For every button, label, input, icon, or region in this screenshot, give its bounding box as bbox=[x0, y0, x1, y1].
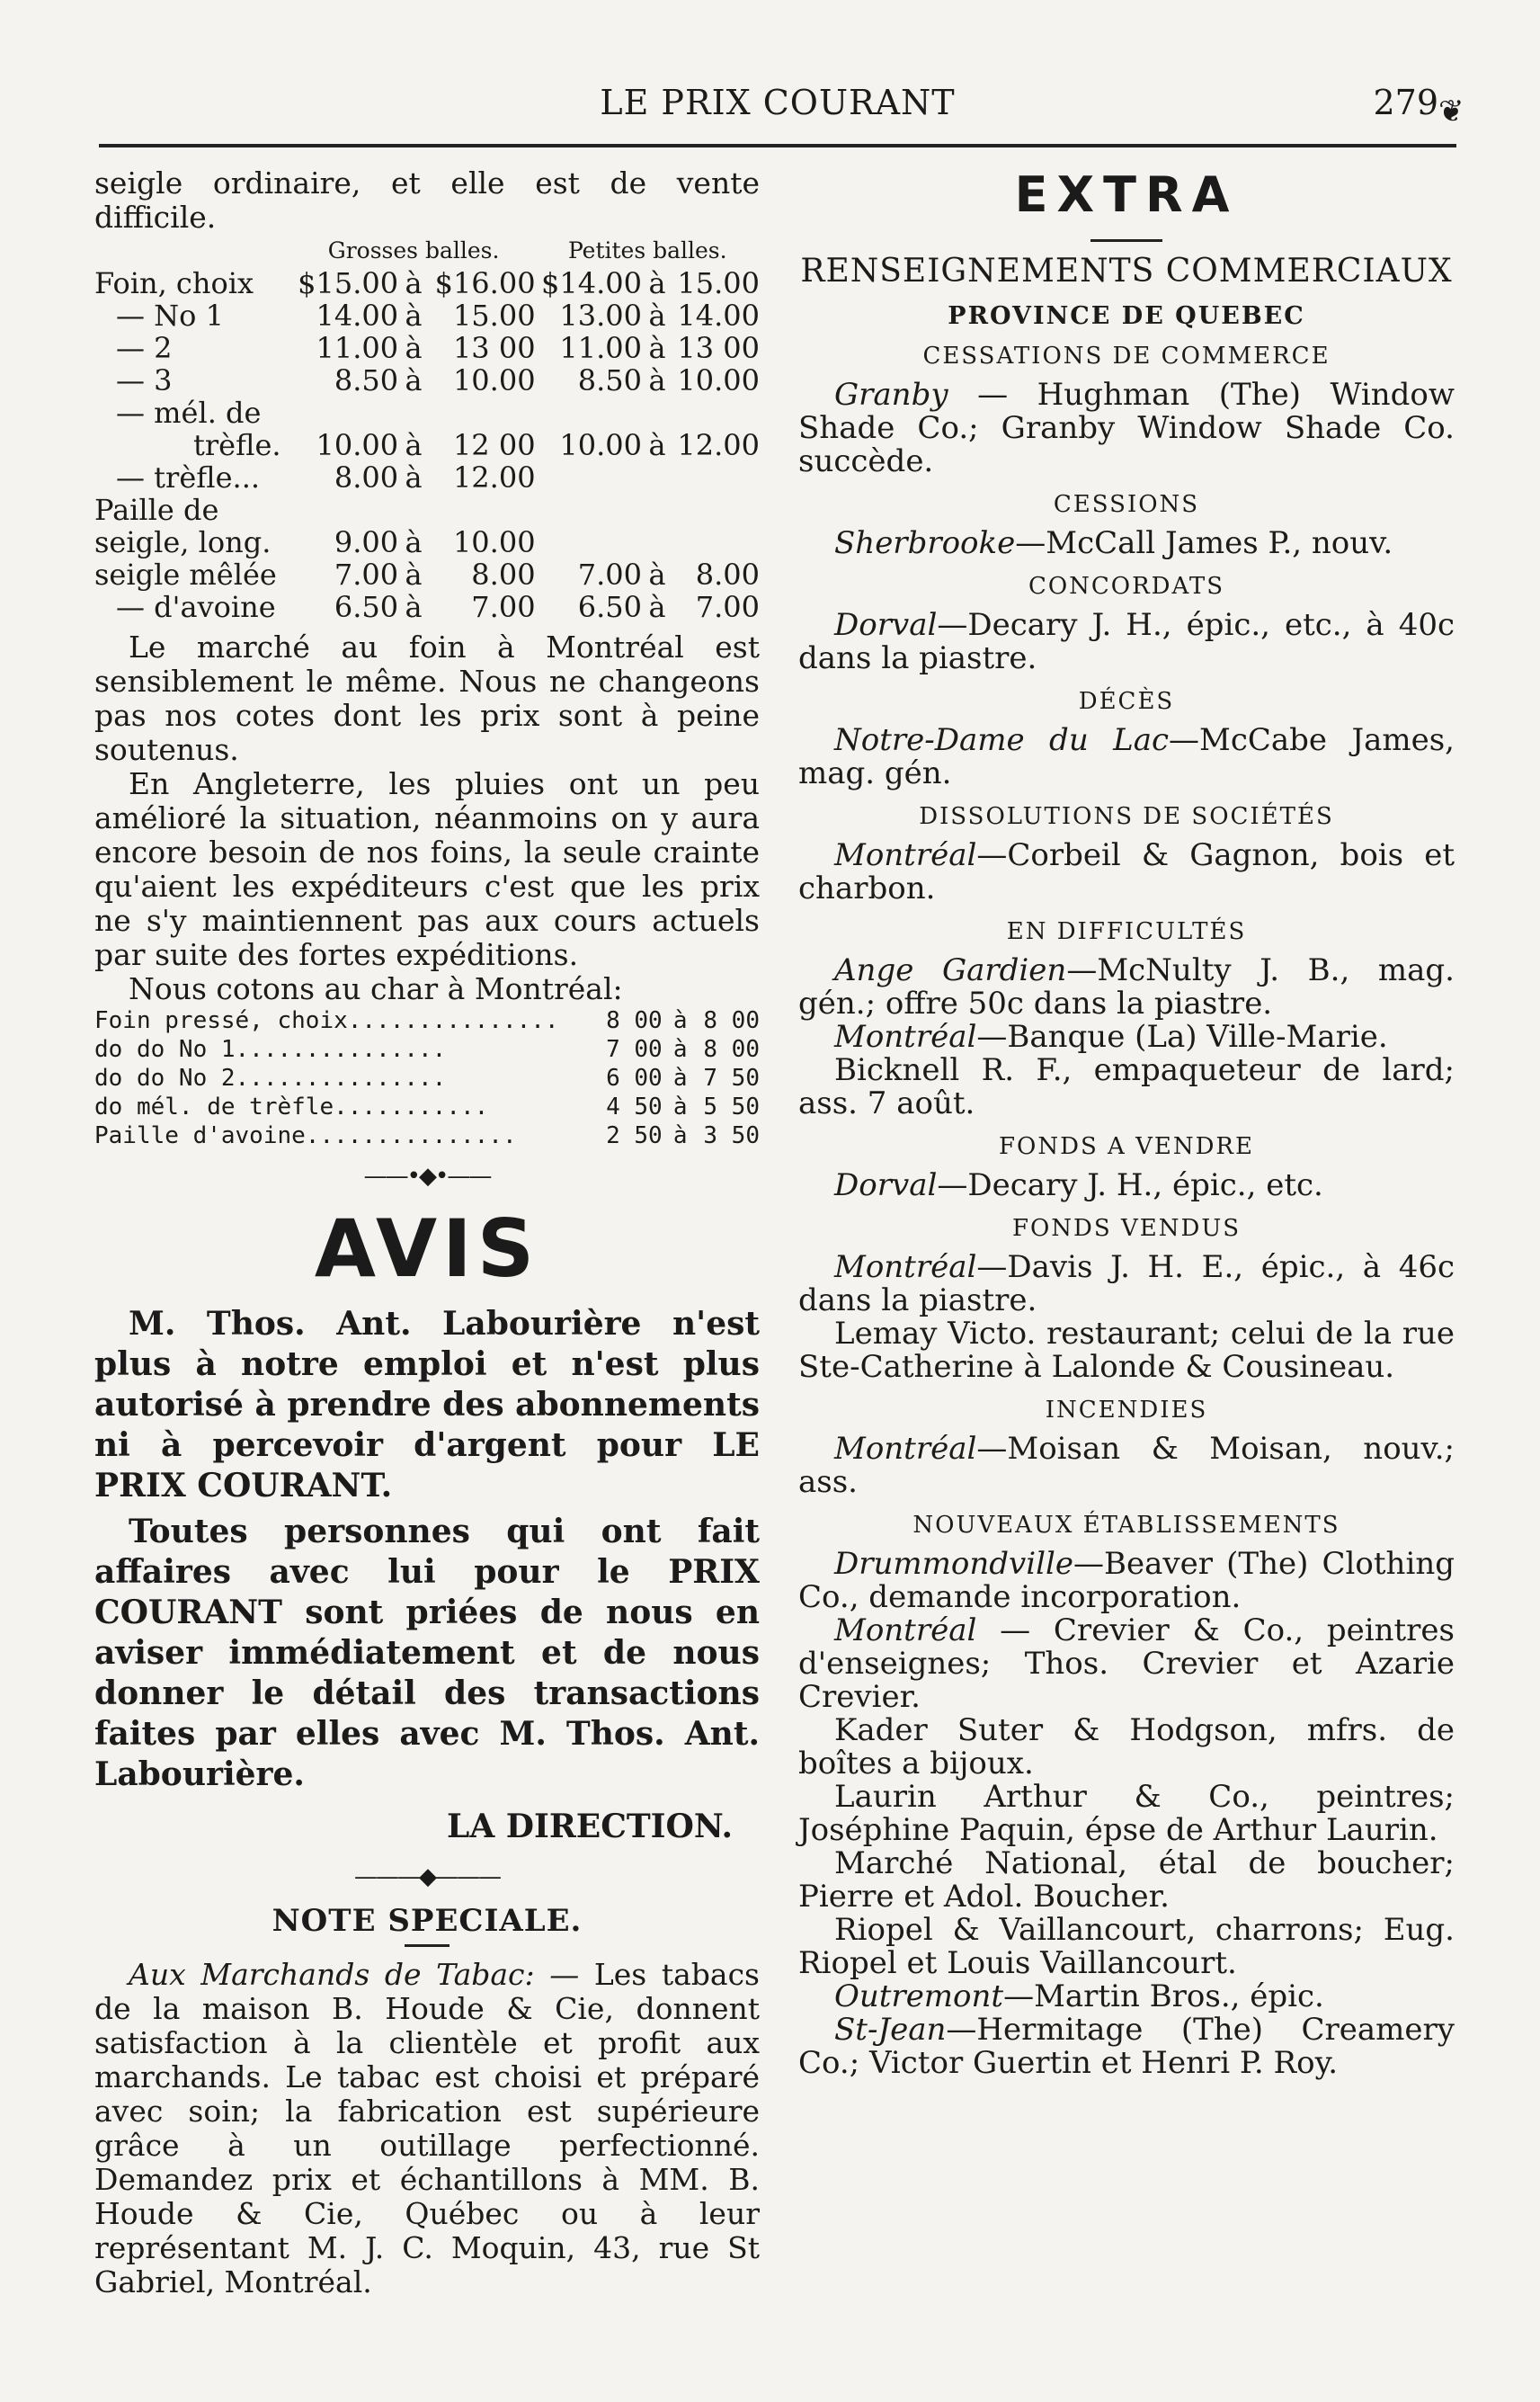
hay-cell bbox=[429, 494, 535, 526]
hay-cell bbox=[672, 526, 760, 558]
notice-place: Dorval bbox=[834, 1167, 938, 1203]
note-text: Les tabacs de la maison B. Houde & Cie, donnent satisfaction à la clientèle et profit aux marchands. Le tabac est choisi et préparé avec soin; la fabrication est supérieure grâce à un outillage perfectionné. Demandez prix et échantillons à MM. B. Houde & Cie, Québec ou à leur représentant M. J. C. Moquin, 43, rue St Gabriel, Montréal. bbox=[94, 1957, 760, 2299]
hay-cell bbox=[672, 461, 760, 494]
notice-text: Riopel & Vaillancourt, charrons; Eug. Riopel et Louis Vaillancourt. bbox=[798, 1912, 1455, 1981]
hay-table-row bbox=[94, 591, 760, 623]
notice-entry bbox=[798, 1847, 1455, 1914]
corner-ornament-icon: ❦ bbox=[1438, 94, 1464, 129]
hay-cell: trèfle. bbox=[193, 428, 281, 462]
notice-text: — Crevier & Co., peintres d'enseignes; Thos. Crevier et Azarie Crevier. bbox=[798, 1612, 1455, 1715]
notice-entry bbox=[798, 1548, 1455, 1614]
notice-entry bbox=[798, 2014, 1455, 2080]
car-cell: 4 50 bbox=[606, 1094, 663, 1121]
car-cell: do do No 1............... bbox=[94, 1036, 447, 1063]
hay-cell-separator: à bbox=[648, 428, 666, 462]
hay-cell bbox=[536, 494, 642, 526]
hay-cell: 12.00 bbox=[677, 428, 760, 462]
extra-title: EXTRA bbox=[1014, 166, 1239, 223]
notice-heading: DÉCÈS bbox=[1078, 688, 1175, 715]
avis-signature: LA DIRECTION. bbox=[447, 1808, 733, 1845]
hay-intro: seigle ordinaire, et elle est de vente difficile. bbox=[94, 165, 760, 235]
hay-cell-separator: à bbox=[648, 266, 666, 300]
notice-entry bbox=[798, 1614, 1455, 1714]
notice-text: Laurin Arthur & Co., peintres; Joséphine Paquin, épse de Arthur Laurin. bbox=[798, 1779, 1455, 1848]
hay-cell: 10.00 bbox=[677, 363, 760, 397]
hay-cell: 13 00 bbox=[452, 331, 536, 365]
hay-cell: 7.00 bbox=[577, 558, 643, 592]
car-quote-intro: Nous cotons au char à Montréal: bbox=[129, 971, 623, 1006]
hay-cell: — mél. de bbox=[116, 396, 262, 430]
hay-cell-separator: à bbox=[405, 460, 423, 495]
hay-cell-separator: à bbox=[648, 299, 666, 333]
car-cell: 7 50 bbox=[703, 1065, 760, 1092]
hay-cell-separator bbox=[642, 526, 672, 558]
hay-cell: 8.00 bbox=[334, 460, 399, 495]
notice-text: —Beaver (The) Clothing Co., demande incorporation. bbox=[798, 1546, 1455, 1615]
car-cell: 8 00 bbox=[703, 1007, 760, 1034]
hay-table-row bbox=[94, 526, 760, 558]
hay-cell-separator: à bbox=[405, 558, 423, 592]
notice-entry bbox=[798, 609, 1455, 675]
hay-table-row bbox=[94, 429, 760, 461]
notice-entry bbox=[798, 1317, 1455, 1384]
notice-text: —McCall James P., nouv. bbox=[1015, 525, 1393, 561]
notice-heading: CONCORDATS bbox=[1028, 573, 1225, 600]
notice-heading: DISSOLUTIONS DE SOCIÉTÉS bbox=[919, 803, 1334, 830]
hay-cell: 13 00 bbox=[677, 331, 760, 365]
hay-cell-separator: à bbox=[405, 266, 423, 300]
hay-table-header bbox=[94, 235, 760, 267]
hay-cell: $16.00 bbox=[434, 266, 536, 300]
car-table-row bbox=[94, 1064, 760, 1093]
hay-cell: — trèfle... bbox=[116, 460, 261, 495]
hay-cell-separator: à bbox=[405, 590, 423, 624]
notice-entry bbox=[798, 839, 1455, 906]
notice-entry bbox=[798, 1781, 1455, 1847]
car-cell: 3 50 bbox=[703, 1122, 760, 1149]
hay-table-row bbox=[94, 397, 760, 429]
hay-cell: 14.00 bbox=[677, 299, 760, 333]
publication-title: LE PRIX COURANT bbox=[600, 83, 956, 122]
hay-cell-separator: à bbox=[405, 525, 423, 559]
hay-cell: 15.00 bbox=[452, 299, 536, 333]
notice-place: Drummondville bbox=[834, 1546, 1073, 1582]
hay-cell bbox=[536, 461, 642, 494]
section-title: RENSEIGNEMENTS COMMERCIAUX bbox=[800, 253, 1453, 290]
car-cell-separator: à bbox=[672, 1036, 688, 1063]
notice-place: Montréal bbox=[834, 1019, 977, 1055]
hay-cell: 14.00 bbox=[316, 299, 399, 333]
hay-cell: — No 1 bbox=[116, 299, 224, 333]
hay-cell-separator: à bbox=[405, 428, 423, 462]
hay-cell: 10.00 bbox=[452, 363, 536, 397]
hay-cell-separator bbox=[398, 494, 429, 526]
hay-cell-separator bbox=[642, 461, 672, 494]
notice-entry bbox=[798, 1251, 1455, 1317]
hay-table-row bbox=[94, 558, 760, 591]
notice-place: Montréal bbox=[834, 1612, 977, 1648]
hay-cell-separator: à bbox=[648, 590, 666, 624]
notice-text: Kader Suter & Hodgson, mfrs. de boîtes a bijoux. bbox=[798, 1712, 1455, 1781]
hay-cell-separator: à bbox=[405, 331, 423, 365]
notice-place: Dorval bbox=[834, 607, 938, 643]
notice-text: Bicknell R. F., empaqueteur de lard; ass. 7 août. bbox=[798, 1052, 1455, 1121]
hay-cell: 13.00 bbox=[559, 299, 643, 333]
car-price-table bbox=[94, 1006, 760, 1150]
car-cell: 7 00 bbox=[606, 1036, 663, 1063]
notice-entry bbox=[798, 1021, 1455, 1054]
notice-heading: CESSATIONS DE COMMERCE bbox=[922, 343, 1331, 370]
notice-entry bbox=[798, 1980, 1455, 2014]
hay-cell: 8.50 bbox=[577, 363, 643, 397]
page-header bbox=[99, 83, 1464, 129]
notice-place: Sherbrooke bbox=[834, 525, 1016, 561]
hay-table-row bbox=[94, 267, 760, 299]
notice-heading: CESSIONS bbox=[1053, 491, 1200, 518]
notice-text: Marché National, étal de boucher; Pierre et Adol. Boucher. bbox=[798, 1845, 1455, 1915]
hay-cell: — 3 bbox=[116, 363, 173, 397]
notice-place: Outremont bbox=[834, 1978, 1004, 2014]
hay-cell-separator: à bbox=[405, 363, 423, 397]
car-table-row bbox=[94, 1006, 760, 1035]
hay-cell bbox=[536, 526, 642, 558]
note-rule bbox=[405, 1944, 450, 1947]
hay-cell: seigle, long. bbox=[94, 525, 272, 559]
note-paragraph bbox=[94, 1958, 760, 2299]
hay-cell-separator: à bbox=[648, 558, 666, 592]
notice-heading: FONDS A VENDRE bbox=[999, 1133, 1254, 1160]
hay-cell: 8.50 bbox=[334, 363, 399, 397]
notice-text: — Hughman (The) Window Shade Co.; Granby Window Shade Co. succède. bbox=[798, 377, 1455, 479]
notice-place: Montréal bbox=[834, 1249, 977, 1285]
hay-cell: 6.50 bbox=[334, 590, 399, 624]
hay-column-header: Grosses balles. bbox=[327, 237, 500, 263]
right-column bbox=[798, 166, 1455, 2080]
hay-cell: 12.00 bbox=[452, 460, 536, 495]
car-cell: 8 00 bbox=[606, 1007, 663, 1034]
car-cell-separator: à bbox=[672, 1007, 688, 1034]
header-rule bbox=[99, 144, 1456, 147]
ornament-divider-2: ———◆——— bbox=[354, 1863, 500, 1890]
notice-place: Notre-Dame du Lac bbox=[834, 722, 1170, 758]
england-paragraph: En Angleterre, les pluies ont un peu amélioré la situation, néanmoins on y aura encore besoin de nos foins, la seule crainte qu'aient les expéditeurs c'est que les prix ne s'y maintiennent pas aux cours actuels par suite des fortes expéditions. bbox=[94, 766, 760, 972]
car-cell: do do No 2............... bbox=[94, 1065, 447, 1092]
hay-cell-separator bbox=[398, 397, 429, 429]
notice-entry bbox=[798, 954, 1455, 1021]
notice-place: Montréal bbox=[834, 1431, 977, 1467]
notice-place: St-Jean bbox=[834, 2012, 947, 2048]
car-cell: 5 50 bbox=[703, 1094, 760, 1121]
left-column bbox=[94, 166, 760, 2299]
notice-entry bbox=[798, 1914, 1455, 1980]
notice-text: —Decary J. H., épic., etc., à 40c dans la piastre. bbox=[798, 607, 1455, 676]
car-table-row bbox=[94, 1093, 760, 1121]
car-table-row bbox=[94, 1121, 760, 1150]
page-number: 279 bbox=[1373, 83, 1438, 122]
ornament-divider: ——•◆•—— bbox=[363, 1163, 491, 1190]
notice-place: Granby bbox=[834, 377, 948, 413]
notice-entry bbox=[798, 379, 1455, 478]
notice-text: —McNulty J. B., mag. gén.; offre 50c dans la piastre. bbox=[798, 952, 1455, 1022]
hay-cell: 9.00 bbox=[334, 525, 399, 559]
car-cell: Paille d'avoine............... bbox=[94, 1122, 517, 1149]
hay-cell bbox=[292, 397, 398, 429]
hay-cell: 11.00 bbox=[559, 331, 643, 365]
notice-place: Ange Gardien bbox=[834, 952, 1067, 988]
notice-entry bbox=[798, 527, 1455, 560]
notice-entry bbox=[798, 1054, 1455, 1121]
note-lead: Aux Marchands de Tabac: — bbox=[129, 1957, 580, 1992]
notice-text: —Banque (La) Ville-Marie. bbox=[976, 1019, 1388, 1055]
notice-heading: NOUVEAUX ÉTABLISSEMENTS bbox=[912, 1512, 1340, 1539]
hay-price-table bbox=[94, 235, 760, 623]
hay-cell: 10.00 bbox=[452, 525, 536, 559]
hay-cell: 7.00 bbox=[695, 590, 760, 624]
car-table-row bbox=[94, 1035, 760, 1064]
hay-cell bbox=[672, 494, 760, 526]
hay-cell bbox=[429, 397, 535, 429]
notice-entry bbox=[798, 724, 1455, 790]
notice-text: —Decary J. H., épic., etc. bbox=[937, 1167, 1323, 1203]
avis-paragraph-1: M. Thos. Ant. Labourière n'est plus à notre emploi et n'est plus autorisé à prendre des abonnements ni à percevoir d'argent pour LE PRIX COURANT. bbox=[94, 1305, 760, 1505]
hay-cell: $15.00 bbox=[298, 266, 399, 300]
notice-text: —McCabe James, mag. gén. bbox=[798, 722, 1455, 791]
avis-title: AVIS bbox=[314, 1202, 540, 1295]
hay-cell: 12 00 bbox=[452, 428, 536, 462]
hay-cell: 10.00 bbox=[559, 428, 643, 462]
notice-text: —Hermitage (The) Creamery Co.; Victor Guertin et Henri P. Roy. bbox=[798, 2012, 1455, 2081]
hay-table-row bbox=[94, 494, 760, 526]
hay-cell-separator: à bbox=[648, 331, 666, 365]
notices-list bbox=[798, 343, 1455, 2080]
hay-cell: 8.00 bbox=[471, 558, 536, 592]
hay-cell: $14.00 bbox=[541, 266, 643, 300]
notice-heading: FONDS VENDUS bbox=[1011, 1215, 1242, 1242]
hay-cell: 7.00 bbox=[334, 558, 399, 592]
hay-cell-separator: à bbox=[405, 299, 423, 333]
hay-cell: Paille de bbox=[94, 493, 219, 527]
notice-heading: INCENDIES bbox=[1045, 1397, 1208, 1424]
hay-table-row bbox=[94, 332, 760, 364]
hay-cell bbox=[292, 494, 398, 526]
hay-cell: 15.00 bbox=[677, 266, 760, 300]
province-heading: PROVINCE DE QUEBEC bbox=[948, 302, 1305, 330]
notice-place: Montréal bbox=[834, 837, 977, 873]
avis-paragraph-2: Toutes personnes qui ont fait affaires avec lui pour le PRIX COURANT sont priées de nous en aviser immédiatement et de nous donner le détail des transactions faites par elles avec M. Thos. Ant. Labourière. bbox=[94, 1513, 760, 1793]
car-cell-separator: à bbox=[672, 1065, 688, 1092]
notice-entry bbox=[798, 1433, 1455, 1499]
hay-table-row bbox=[94, 461, 760, 494]
hay-cell: seigle mêlée bbox=[94, 558, 277, 592]
hay-cell: 7.00 bbox=[471, 590, 536, 624]
hay-table-row bbox=[94, 299, 760, 332]
hay-cell: Foin, choix bbox=[94, 266, 254, 300]
notice-entry bbox=[798, 1169, 1455, 1202]
car-cell-separator: à bbox=[672, 1122, 688, 1149]
hay-cell: — 2 bbox=[116, 331, 173, 365]
hay-cell-separator: à bbox=[648, 363, 666, 397]
hay-market-paragraph: Le marché au foin à Montréal est sensiblement le même. Nous ne changeons pas nos cotes dont les prix sont à peine soutenus. bbox=[94, 630, 760, 767]
hay-cell: — d'avoine bbox=[116, 590, 276, 624]
car-cell: 6 00 bbox=[606, 1065, 663, 1092]
car-cell: 8 00 bbox=[703, 1036, 760, 1063]
notice-text: —Davis J. H. E., épic., à 46c dans la piastre. bbox=[798, 1249, 1455, 1318]
hay-table-row bbox=[94, 364, 760, 397]
car-cell-separator: à bbox=[672, 1094, 688, 1121]
car-cell: Foin pressé, choix............... bbox=[94, 1007, 559, 1034]
hay-cell-separator bbox=[642, 397, 672, 429]
hay-column-header: Petites balles. bbox=[567, 237, 727, 263]
hay-cell bbox=[672, 397, 760, 429]
notice-text: Lemay Victo. restaurant; celui de la rue Ste-Catherine à Lalonde & Cousineau. bbox=[798, 1316, 1455, 1385]
hay-cell: 8.00 bbox=[695, 558, 760, 592]
hay-cell: 11.00 bbox=[316, 331, 399, 365]
hay-cell: 6.50 bbox=[577, 590, 643, 624]
car-cell: 2 50 bbox=[606, 1122, 663, 1149]
extra-rule bbox=[1090, 239, 1162, 242]
car-cell: do mél. de trèfle........... bbox=[94, 1094, 489, 1121]
notice-heading: EN DIFFICULTÉS bbox=[1006, 918, 1247, 945]
notice-text: —Martin Bros., épic. bbox=[1003, 1978, 1324, 2014]
notice-text: —Corbeil & Gagnon, bois et charbon. bbox=[798, 837, 1455, 906]
hay-cell-separator bbox=[642, 494, 672, 526]
hay-cell bbox=[536, 397, 642, 429]
note-title: NOTE SPECIALE. bbox=[272, 1903, 583, 1939]
notice-text: —Moisan & Moisan, nouv.; ass. bbox=[798, 1431, 1455, 1500]
notice-entry bbox=[798, 1714, 1455, 1781]
hay-cell: 10.00 bbox=[316, 428, 399, 462]
